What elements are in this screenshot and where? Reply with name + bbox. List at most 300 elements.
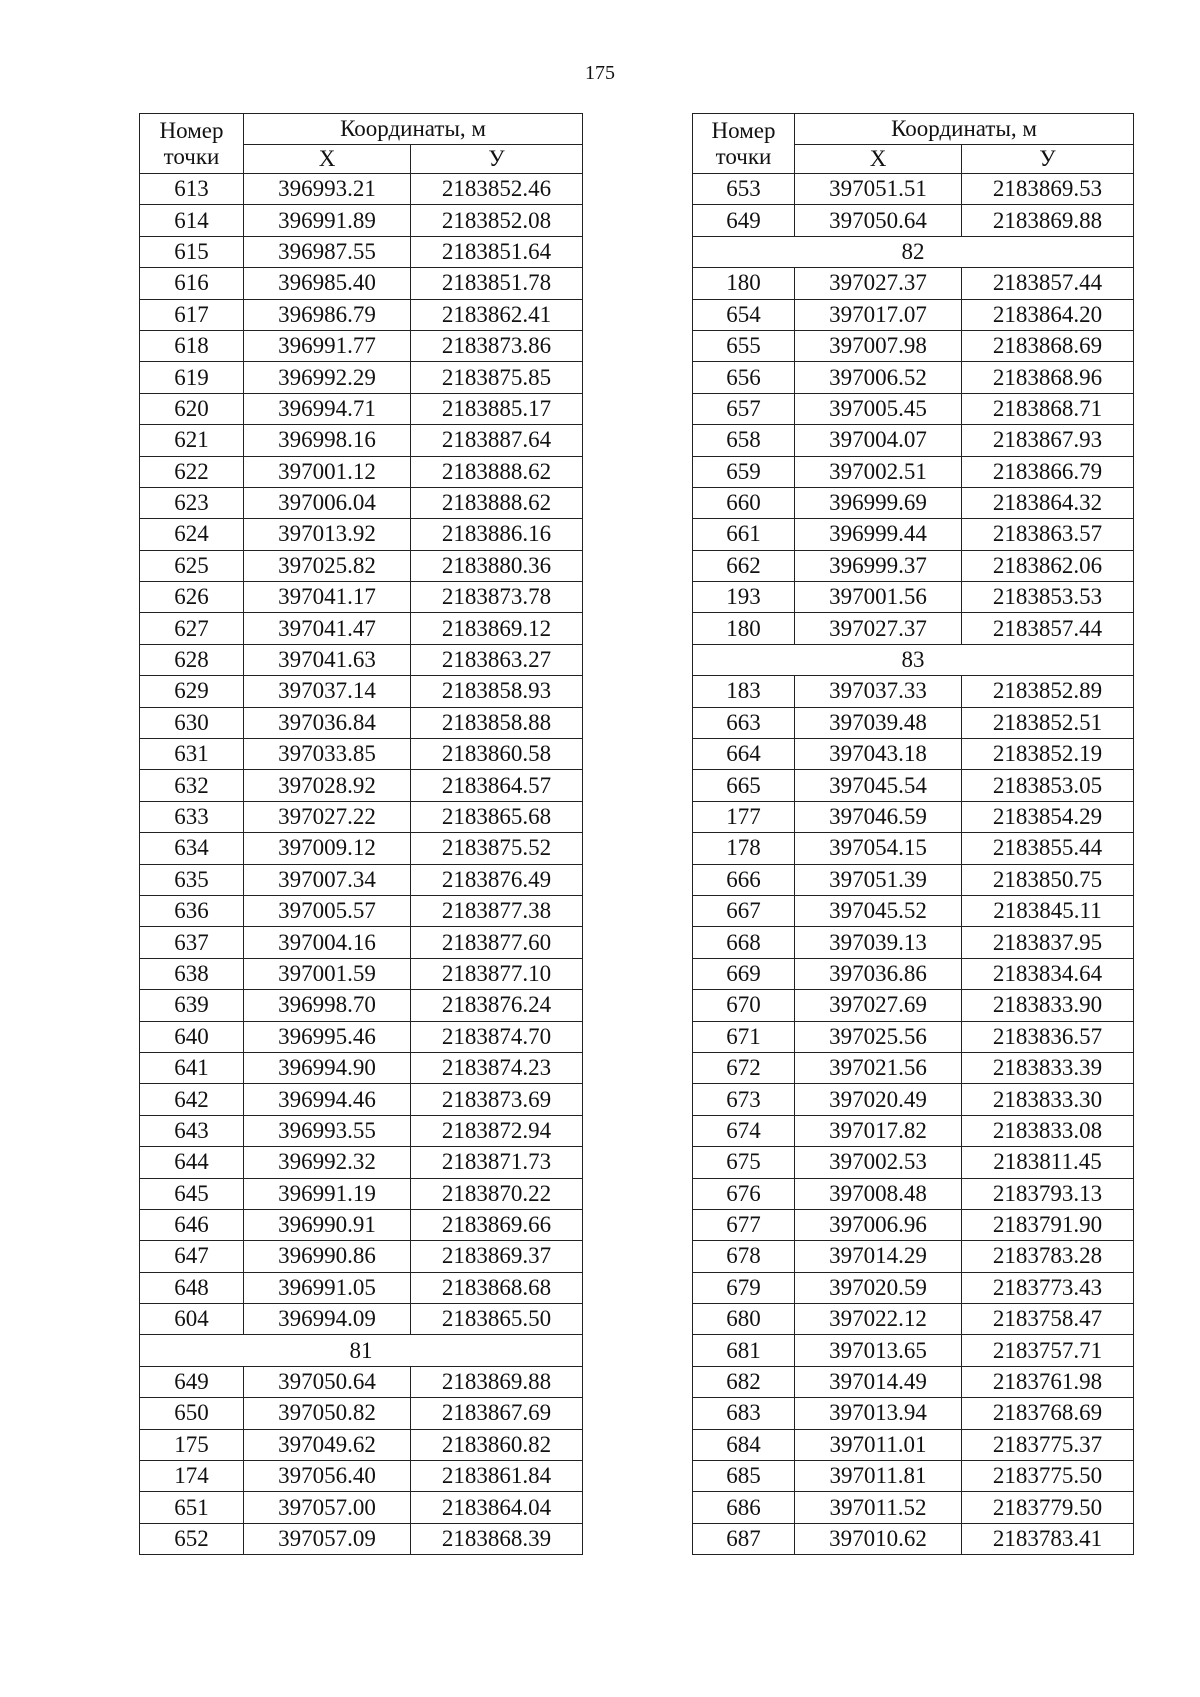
table-row	[140, 1304, 583, 1335]
table-row	[693, 1178, 1134, 1209]
x-coordinate-cell: 396998.16	[244, 425, 411, 456]
x-coordinate-cell: 397020.49	[795, 1084, 962, 1115]
y-coordinate-cell: 2183858.93	[411, 676, 583, 707]
y-coordinate-cell: 2183783.41	[962, 1523, 1134, 1554]
y-coordinate-cell: 2183873.86	[411, 330, 583, 361]
y-coordinate-cell: 2183858.88	[411, 707, 583, 738]
table-row	[140, 1115, 583, 1146]
point-number-cell: 672	[693, 1052, 795, 1083]
x-coordinate-cell: 397043.18	[795, 739, 962, 770]
table-row	[140, 205, 583, 236]
point-number-cell: 622	[140, 456, 244, 487]
x-coordinate-cell: 397013.94	[795, 1398, 962, 1429]
point-number-cell: 655	[693, 330, 795, 361]
y-coordinate-cell: 2183864.04	[411, 1492, 583, 1523]
point-number-cell: 683	[693, 1398, 795, 1429]
table-row	[693, 1429, 1134, 1460]
y-coordinate-cell: 2183868.69	[962, 330, 1134, 361]
x-coordinate-cell: 396993.21	[244, 174, 411, 205]
point-number-cell: 635	[140, 864, 244, 895]
x-coordinate-cell: 396991.89	[244, 205, 411, 236]
y-coordinate-cell: 2183833.08	[962, 1115, 1134, 1146]
table-row	[140, 707, 583, 738]
x-coordinate-cell: 397027.37	[795, 268, 962, 299]
table-row	[140, 927, 583, 958]
point-number-cell: 621	[140, 425, 244, 456]
point-number-cell: 656	[693, 362, 795, 393]
point-number-cell: 625	[140, 550, 244, 581]
x-coordinate-cell: 397005.57	[244, 895, 411, 926]
y-coordinate-cell: 2183833.90	[962, 990, 1134, 1021]
table-row	[693, 362, 1134, 393]
table-row	[693, 1021, 1134, 1052]
point-number-cell: 675	[693, 1147, 795, 1178]
y-coordinate-cell: 2183870.22	[411, 1178, 583, 1209]
table-row	[140, 895, 583, 926]
point-number-cell: 685	[693, 1461, 795, 1492]
x-coordinate-cell: 396995.46	[244, 1021, 411, 1052]
y-coordinate-cell: 2183853.05	[962, 770, 1134, 801]
table-row	[140, 676, 583, 707]
x-coordinate-cell: 397028.92	[244, 770, 411, 801]
table-row	[693, 1052, 1134, 1083]
point-number-cell: 627	[140, 613, 244, 644]
y-coordinate-cell: 2183852.08	[411, 205, 583, 236]
table-row	[693, 1461, 1134, 1492]
x-coordinate-cell: 397017.07	[795, 299, 962, 330]
header-point-number-line1: Номер	[711, 117, 776, 143]
y-coordinate-cell: 2183867.93	[962, 425, 1134, 456]
header-coordinates: Координаты, м	[795, 114, 1134, 145]
point-number-cell: 681	[693, 1335, 795, 1366]
x-coordinate-cell: 397057.09	[244, 1523, 411, 1554]
table-row	[140, 958, 583, 989]
x-coordinate-cell: 397045.52	[795, 895, 962, 926]
y-coordinate-cell: 2183886.16	[411, 519, 583, 550]
y-coordinate-cell: 2183869.88	[962, 205, 1134, 236]
y-coordinate-cell: 2183791.90	[962, 1209, 1134, 1240]
point-number-cell: 674	[693, 1115, 795, 1146]
y-coordinate-cell: 2183773.43	[962, 1272, 1134, 1303]
x-coordinate-cell: 397001.12	[244, 456, 411, 487]
y-coordinate-cell: 2183873.78	[411, 582, 583, 613]
y-coordinate-cell: 2183860.58	[411, 739, 583, 770]
point-number-cell: 657	[693, 393, 795, 424]
point-number-cell: 682	[693, 1366, 795, 1397]
point-number-cell: 667	[693, 895, 795, 926]
y-coordinate-cell: 2183855.44	[962, 833, 1134, 864]
y-coordinate-cell: 2183836.57	[962, 1021, 1134, 1052]
x-coordinate-cell: 397004.07	[795, 425, 962, 456]
y-coordinate-cell: 2183861.84	[411, 1461, 583, 1492]
y-coordinate-cell: 2183880.36	[411, 550, 583, 581]
point-number-cell: 629	[140, 676, 244, 707]
x-coordinate-cell: 397051.51	[795, 174, 962, 205]
y-coordinate-cell: 2183869.12	[411, 613, 583, 644]
x-coordinate-cell: 397011.81	[795, 1461, 962, 1492]
y-coordinate-cell: 2183877.60	[411, 927, 583, 958]
point-number-cell: 620	[140, 393, 244, 424]
x-coordinate-cell: 397008.48	[795, 1178, 962, 1209]
y-coordinate-cell: 2183845.11	[962, 895, 1134, 926]
coordinates-table-right	[692, 113, 1134, 1555]
point-number-cell: 640	[140, 1021, 244, 1052]
table-row	[140, 770, 583, 801]
table-row	[140, 1209, 583, 1240]
point-number-cell: 636	[140, 895, 244, 926]
point-number-cell: 174	[140, 1461, 244, 1492]
table-row	[693, 895, 1134, 926]
y-coordinate-cell: 2183865.50	[411, 1304, 583, 1335]
y-coordinate-cell: 2183871.73	[411, 1147, 583, 1178]
y-coordinate-cell: 2183873.69	[411, 1084, 583, 1115]
point-number-cell: 650	[140, 1398, 244, 1429]
x-coordinate-cell: 397001.56	[795, 582, 962, 613]
x-coordinate-cell: 397041.17	[244, 582, 411, 613]
table-row	[693, 1398, 1134, 1429]
table-row	[140, 330, 583, 361]
point-number-cell: 645	[140, 1178, 244, 1209]
point-number-cell: 652	[140, 1523, 244, 1554]
table-row	[693, 1115, 1134, 1146]
table-row	[140, 1523, 583, 1554]
table-row	[140, 299, 583, 330]
table-row	[140, 174, 583, 205]
table-row	[140, 1398, 583, 1429]
table-body-right	[693, 174, 1134, 1555]
y-coordinate-cell: 2183862.41	[411, 299, 583, 330]
point-number-cell: 631	[140, 739, 244, 770]
table-row	[140, 1147, 583, 1178]
table-row	[693, 676, 1134, 707]
x-coordinate-cell: 396994.46	[244, 1084, 411, 1115]
y-coordinate-cell: 2183852.46	[411, 174, 583, 205]
point-number-cell: 193	[693, 582, 795, 613]
point-number-cell: 651	[140, 1492, 244, 1523]
y-coordinate-cell: 2183864.57	[411, 770, 583, 801]
x-coordinate-cell: 397036.86	[795, 958, 962, 989]
x-coordinate-cell: 396993.55	[244, 1115, 411, 1146]
table-row	[140, 1178, 583, 1209]
x-coordinate-cell: 397039.48	[795, 707, 962, 738]
y-coordinate-cell: 2183775.37	[962, 1429, 1134, 1460]
point-number-cell: 687	[693, 1523, 795, 1554]
x-coordinate-cell: 396990.91	[244, 1209, 411, 1240]
point-number-cell: 626	[140, 582, 244, 613]
y-coordinate-cell: 2183768.69	[962, 1398, 1134, 1429]
x-coordinate-cell: 396986.79	[244, 299, 411, 330]
table-row	[140, 1272, 583, 1303]
header-x: Х	[244, 145, 411, 174]
table-row	[140, 990, 583, 1021]
x-coordinate-cell: 397025.82	[244, 550, 411, 581]
table-row	[140, 487, 583, 518]
point-number-cell: 639	[140, 990, 244, 1021]
section-label: 81	[140, 1335, 583, 1366]
y-coordinate-cell: 2183875.52	[411, 833, 583, 864]
y-coordinate-cell: 2183875.85	[411, 362, 583, 393]
y-coordinate-cell: 2183833.30	[962, 1084, 1134, 1115]
y-coordinate-cell: 2183851.64	[411, 236, 583, 267]
x-coordinate-cell: 396999.37	[795, 550, 962, 581]
point-number-cell: 673	[693, 1084, 795, 1115]
y-coordinate-cell: 2183758.47	[962, 1304, 1134, 1335]
table-row	[140, 1021, 583, 1052]
header-coordinates: Координаты, м	[244, 114, 583, 145]
section-row	[693, 644, 1134, 675]
header-point-number-line1: Номер	[159, 117, 224, 143]
y-coordinate-cell: 2183854.29	[962, 801, 1134, 832]
table-row	[693, 268, 1134, 299]
x-coordinate-cell: 397049.62	[244, 1429, 411, 1460]
table-row	[693, 990, 1134, 1021]
point-number-cell: 180	[693, 268, 795, 299]
x-coordinate-cell: 396985.40	[244, 268, 411, 299]
x-coordinate-cell: 396994.09	[244, 1304, 411, 1335]
x-coordinate-cell: 396987.55	[244, 236, 411, 267]
table-row	[693, 1366, 1134, 1397]
y-coordinate-cell: 2183863.57	[962, 519, 1134, 550]
point-number-cell: 669	[693, 958, 795, 989]
point-number-cell: 177	[693, 801, 795, 832]
x-coordinate-cell: 397010.62	[795, 1523, 962, 1554]
x-coordinate-cell: 396992.32	[244, 1147, 411, 1178]
table-row	[693, 707, 1134, 738]
y-coordinate-cell: 2183866.79	[962, 456, 1134, 487]
point-number-cell: 615	[140, 236, 244, 267]
x-coordinate-cell: 397050.82	[244, 1398, 411, 1429]
table-row	[693, 864, 1134, 895]
table-row	[693, 958, 1134, 989]
point-number-cell: 619	[140, 362, 244, 393]
y-coordinate-cell: 2183874.23	[411, 1052, 583, 1083]
point-number-cell: 659	[693, 456, 795, 487]
y-coordinate-cell: 2183761.98	[962, 1366, 1134, 1397]
x-coordinate-cell: 397020.59	[795, 1272, 962, 1303]
x-coordinate-cell: 397005.45	[795, 393, 962, 424]
x-coordinate-cell: 397007.34	[244, 864, 411, 895]
y-coordinate-cell: 2183863.27	[411, 644, 583, 675]
table-row	[140, 425, 583, 456]
y-coordinate-cell: 2183811.45	[962, 1147, 1134, 1178]
section-label: 83	[693, 644, 1134, 675]
table-row	[140, 550, 583, 581]
point-number-cell: 664	[693, 739, 795, 770]
y-coordinate-cell: 2183857.44	[962, 613, 1134, 644]
table-row	[140, 801, 583, 832]
table-row	[140, 236, 583, 267]
point-number-cell: 175	[140, 1429, 244, 1460]
point-number-cell: 646	[140, 1209, 244, 1240]
point-number-cell: 178	[693, 833, 795, 864]
y-coordinate-cell: 2183872.94	[411, 1115, 583, 1146]
x-coordinate-cell: 396991.19	[244, 1178, 411, 1209]
header-point-number	[140, 114, 244, 174]
table-row	[693, 330, 1134, 361]
table-row	[693, 519, 1134, 550]
x-coordinate-cell: 397056.40	[244, 1461, 411, 1492]
point-number-cell: 686	[693, 1492, 795, 1523]
x-coordinate-cell: 397006.52	[795, 362, 962, 393]
y-coordinate-cell: 2183868.39	[411, 1523, 583, 1554]
x-coordinate-cell: 397041.47	[244, 613, 411, 644]
table-row	[140, 739, 583, 770]
y-coordinate-cell: 2183888.62	[411, 456, 583, 487]
point-number-cell: 648	[140, 1272, 244, 1303]
table-row	[693, 833, 1134, 864]
table-row	[693, 487, 1134, 518]
table-row	[140, 833, 583, 864]
x-coordinate-cell: 397013.65	[795, 1335, 962, 1366]
y-coordinate-cell: 2183852.89	[962, 676, 1134, 707]
table-row	[693, 1084, 1134, 1115]
header-point-number-line2: точки	[715, 143, 772, 169]
x-coordinate-cell: 397039.13	[795, 927, 962, 958]
x-coordinate-cell: 397009.12	[244, 833, 411, 864]
table-row	[693, 456, 1134, 487]
table-row	[140, 613, 583, 644]
x-coordinate-cell: 396991.77	[244, 330, 411, 361]
point-number-cell: 679	[693, 1272, 795, 1303]
table-body-left	[140, 174, 583, 1555]
coordinates-table-left	[139, 113, 583, 1555]
point-number-cell: 642	[140, 1084, 244, 1115]
table-row	[140, 1429, 583, 1460]
header-point-number-line2: точки	[163, 143, 220, 169]
x-coordinate-cell: 396991.05	[244, 1272, 411, 1303]
y-coordinate-cell: 2183862.06	[962, 550, 1134, 581]
table-row	[140, 268, 583, 299]
table-row	[693, 393, 1134, 424]
table-row	[693, 1147, 1134, 1178]
x-coordinate-cell: 397046.59	[795, 801, 962, 832]
x-coordinate-cell: 397002.51	[795, 456, 962, 487]
table-row	[693, 1304, 1134, 1335]
table-row	[140, 362, 583, 393]
y-coordinate-cell: 2183869.88	[411, 1366, 583, 1397]
x-coordinate-cell: 397036.84	[244, 707, 411, 738]
point-number-cell: 630	[140, 707, 244, 738]
x-coordinate-cell: 396994.90	[244, 1052, 411, 1083]
table-row	[693, 1272, 1134, 1303]
point-number-cell: 632	[140, 770, 244, 801]
table-row	[140, 1461, 583, 1492]
y-coordinate-cell: 2183865.68	[411, 801, 583, 832]
x-coordinate-cell: 396999.44	[795, 519, 962, 550]
x-coordinate-cell: 397050.64	[244, 1366, 411, 1397]
x-coordinate-cell: 397022.12	[795, 1304, 962, 1335]
y-coordinate-cell: 2183834.64	[962, 958, 1134, 989]
point-number-cell: 180	[693, 613, 795, 644]
header-x: Х	[795, 145, 962, 174]
table-row	[693, 927, 1134, 958]
y-coordinate-cell: 2183864.32	[962, 487, 1134, 518]
point-number-cell: 637	[140, 927, 244, 958]
point-number-cell: 649	[693, 205, 795, 236]
x-coordinate-cell: 397001.59	[244, 958, 411, 989]
table-row	[693, 801, 1134, 832]
point-number-cell: 647	[140, 1241, 244, 1272]
x-coordinate-cell: 397033.85	[244, 739, 411, 770]
point-number-cell: 616	[140, 268, 244, 299]
y-coordinate-cell: 2183793.13	[962, 1178, 1134, 1209]
x-coordinate-cell: 397011.52	[795, 1492, 962, 1523]
x-coordinate-cell: 397006.96	[795, 1209, 962, 1240]
point-number-cell: 628	[140, 644, 244, 675]
point-number-cell: 653	[693, 174, 795, 205]
point-number-cell: 666	[693, 864, 795, 895]
table-row	[140, 1052, 583, 1083]
y-coordinate-cell: 2183888.62	[411, 487, 583, 518]
table-row	[693, 613, 1134, 644]
x-coordinate-cell: 397017.82	[795, 1115, 962, 1146]
table-row	[693, 1241, 1134, 1272]
point-number-cell: 644	[140, 1147, 244, 1178]
y-coordinate-cell: 2183877.10	[411, 958, 583, 989]
page-number: 175	[585, 62, 615, 84]
x-coordinate-cell: 397054.15	[795, 833, 962, 864]
x-coordinate-cell: 397037.33	[795, 676, 962, 707]
header-point-number	[693, 114, 795, 174]
point-number-cell: 665	[693, 770, 795, 801]
x-coordinate-cell: 397021.56	[795, 1052, 962, 1083]
point-number-cell: 617	[140, 299, 244, 330]
point-number-cell: 663	[693, 707, 795, 738]
y-coordinate-cell: 2183876.24	[411, 990, 583, 1021]
y-coordinate-cell: 2183833.39	[962, 1052, 1134, 1083]
section-label: 82	[693, 236, 1134, 267]
table-row	[693, 1335, 1134, 1366]
y-coordinate-cell: 2183877.38	[411, 895, 583, 926]
y-coordinate-cell: 2183868.68	[411, 1272, 583, 1303]
point-number-cell: 654	[693, 299, 795, 330]
table-row	[693, 425, 1134, 456]
table-row	[140, 864, 583, 895]
y-coordinate-cell: 2183868.96	[962, 362, 1134, 393]
y-coordinate-cell: 2183775.50	[962, 1461, 1134, 1492]
y-coordinate-cell: 2183874.70	[411, 1021, 583, 1052]
x-coordinate-cell: 397051.39	[795, 864, 962, 895]
table-row	[693, 582, 1134, 613]
point-number-cell: 624	[140, 519, 244, 550]
point-number-cell: 668	[693, 927, 795, 958]
x-coordinate-cell: 397027.22	[244, 801, 411, 832]
point-number-cell: 676	[693, 1178, 795, 1209]
y-coordinate-cell: 2183887.64	[411, 425, 583, 456]
section-row	[693, 236, 1134, 267]
y-coordinate-cell: 2183885.17	[411, 393, 583, 424]
y-coordinate-cell: 2183857.44	[962, 268, 1134, 299]
y-coordinate-cell: 2183869.66	[411, 1209, 583, 1240]
point-number-cell: 658	[693, 425, 795, 456]
point-number-cell: 633	[140, 801, 244, 832]
point-number-cell: 614	[140, 205, 244, 236]
x-coordinate-cell: 396990.86	[244, 1241, 411, 1272]
x-coordinate-cell: 397004.16	[244, 927, 411, 958]
table-row	[693, 739, 1134, 770]
section-row	[140, 1335, 583, 1366]
table-row	[140, 393, 583, 424]
x-coordinate-cell: 397045.54	[795, 770, 962, 801]
point-number-cell: 677	[693, 1209, 795, 1240]
table-row	[140, 456, 583, 487]
x-coordinate-cell: 396994.71	[244, 393, 411, 424]
y-coordinate-cell: 2183850.75	[962, 864, 1134, 895]
x-coordinate-cell: 397057.00	[244, 1492, 411, 1523]
x-coordinate-cell: 397041.63	[244, 644, 411, 675]
y-coordinate-cell: 2183869.37	[411, 1241, 583, 1272]
x-coordinate-cell: 397025.56	[795, 1021, 962, 1052]
